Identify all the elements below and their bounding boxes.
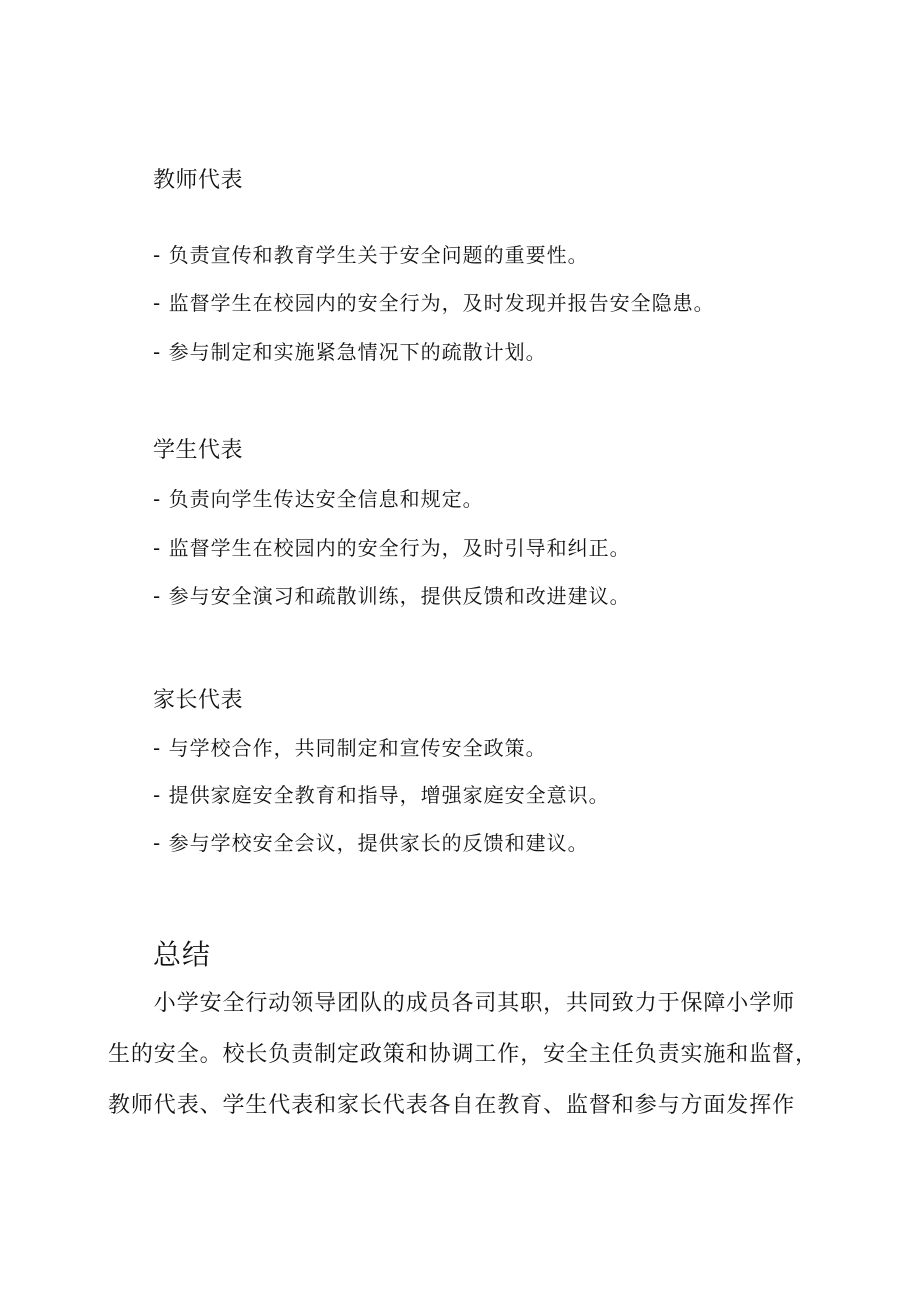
list-item: - 与学校合作，共同制定和宣传安全政策。	[153, 736, 547, 760]
summary-title: 总结	[153, 938, 212, 971]
summary-paragraph-line: 小学安全行动领导团队的成员各司其职，共同致力于保障小学师	[108, 991, 796, 1016]
list-item: - 参与安全演习和疏散训练，提供反馈和改进建议。	[153, 584, 631, 608]
list-item: - 监督学生在校园内的安全行为，及时发现并报告安全隐患。	[153, 291, 715, 315]
list-item: - 提供家庭安全教育和指导，增强家庭安全意识。	[153, 783, 610, 807]
section-heading-parent-rep: 家长代表	[153, 688, 244, 713]
list-item: - 参与制定和实施紧急情况下的疏散计划。	[153, 340, 547, 364]
section-heading-teacher-rep: 教师代表	[153, 168, 244, 193]
list-item: - 负责向学生传达安全信息和规定。	[153, 487, 484, 511]
summary-paragraph-line: 教师代表、学生代表和家长代表各自在教育、监督和参与方面发挥作	[108, 1093, 796, 1118]
list-item: - 监督学生在校园内的安全行为，及时引导和纠正。	[153, 536, 631, 560]
list-item: - 参与学校安全会议，提供家长的反馈和建议。	[153, 831, 589, 855]
summary-paragraph-line: 生的安全。校长负责制定政策和协调工作，安全主任负责实施和监督，	[108, 1042, 818, 1067]
section-heading-student-rep: 学生代表	[153, 438, 244, 463]
list-item: - 负责宣传和教育学生关于安全问题的重要性。	[153, 243, 589, 267]
